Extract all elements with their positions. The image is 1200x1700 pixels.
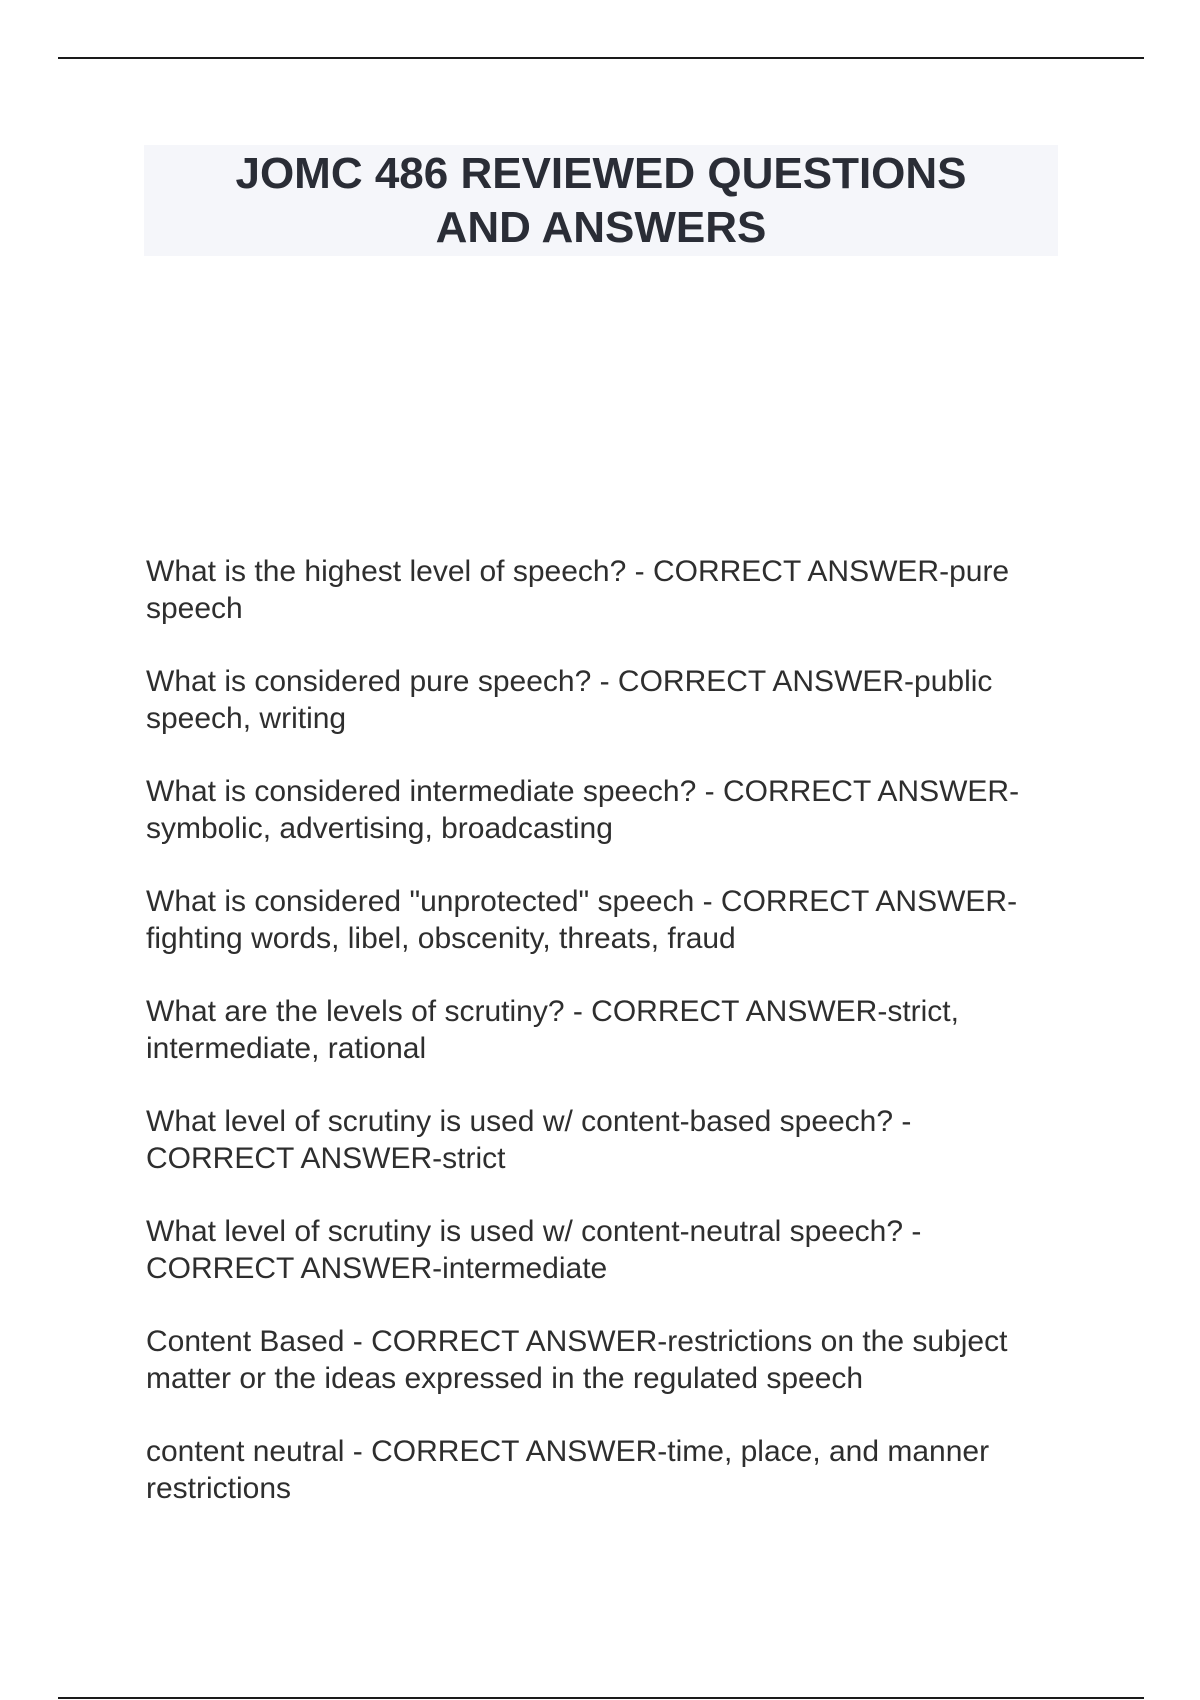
qa-item: content neutral - CORRECT ANSWER-time, place, and manner restrictions (146, 1435, 990, 1505)
qa-item: What are the levels of scrutiny? - CORRECT ANSWER-strict, intermediate, rational (146, 995, 959, 1065)
title-banner (144, 145, 1058, 256)
qa-item: Content Based - CORRECT ANSWER-restrictions on the subject matter or the ideas expressed in the regulated speech (146, 1325, 1008, 1395)
top-rule (58, 57, 1144, 59)
qa-list (146, 553, 1066, 1543)
page-title (235, 147, 966, 255)
title-line-1: JOMC 486 REVIEWED QUESTIONS (235, 148, 967, 198)
qa-item: What is considered pure speech? - CORRECT ANSWER-public speech, writing (146, 665, 993, 735)
qa-item: What is considered intermediate speech? - CORRECT ANSWER-symbolic, advertising, broadcasting (146, 775, 1020, 845)
qa-item: What is considered "unprotected" speech - CORRECT ANSWER-fighting words, libel, obscenity, threats, fraud (146, 885, 1018, 955)
title-line-2: AND ANSWERS (435, 202, 767, 252)
qa-item: What level of scrutiny is used w/ content-neutral speech? - CORRECT ANSWER-intermediate (146, 1215, 922, 1285)
qa-item: What level of scrutiny is used w/ content-based speech? - CORRECT ANSWER-strict (146, 1105, 912, 1175)
qa-item: What is the highest level of speech? - CORRECT ANSWER-pure speech (146, 555, 1010, 625)
bottom-rule (58, 1697, 1144, 1699)
